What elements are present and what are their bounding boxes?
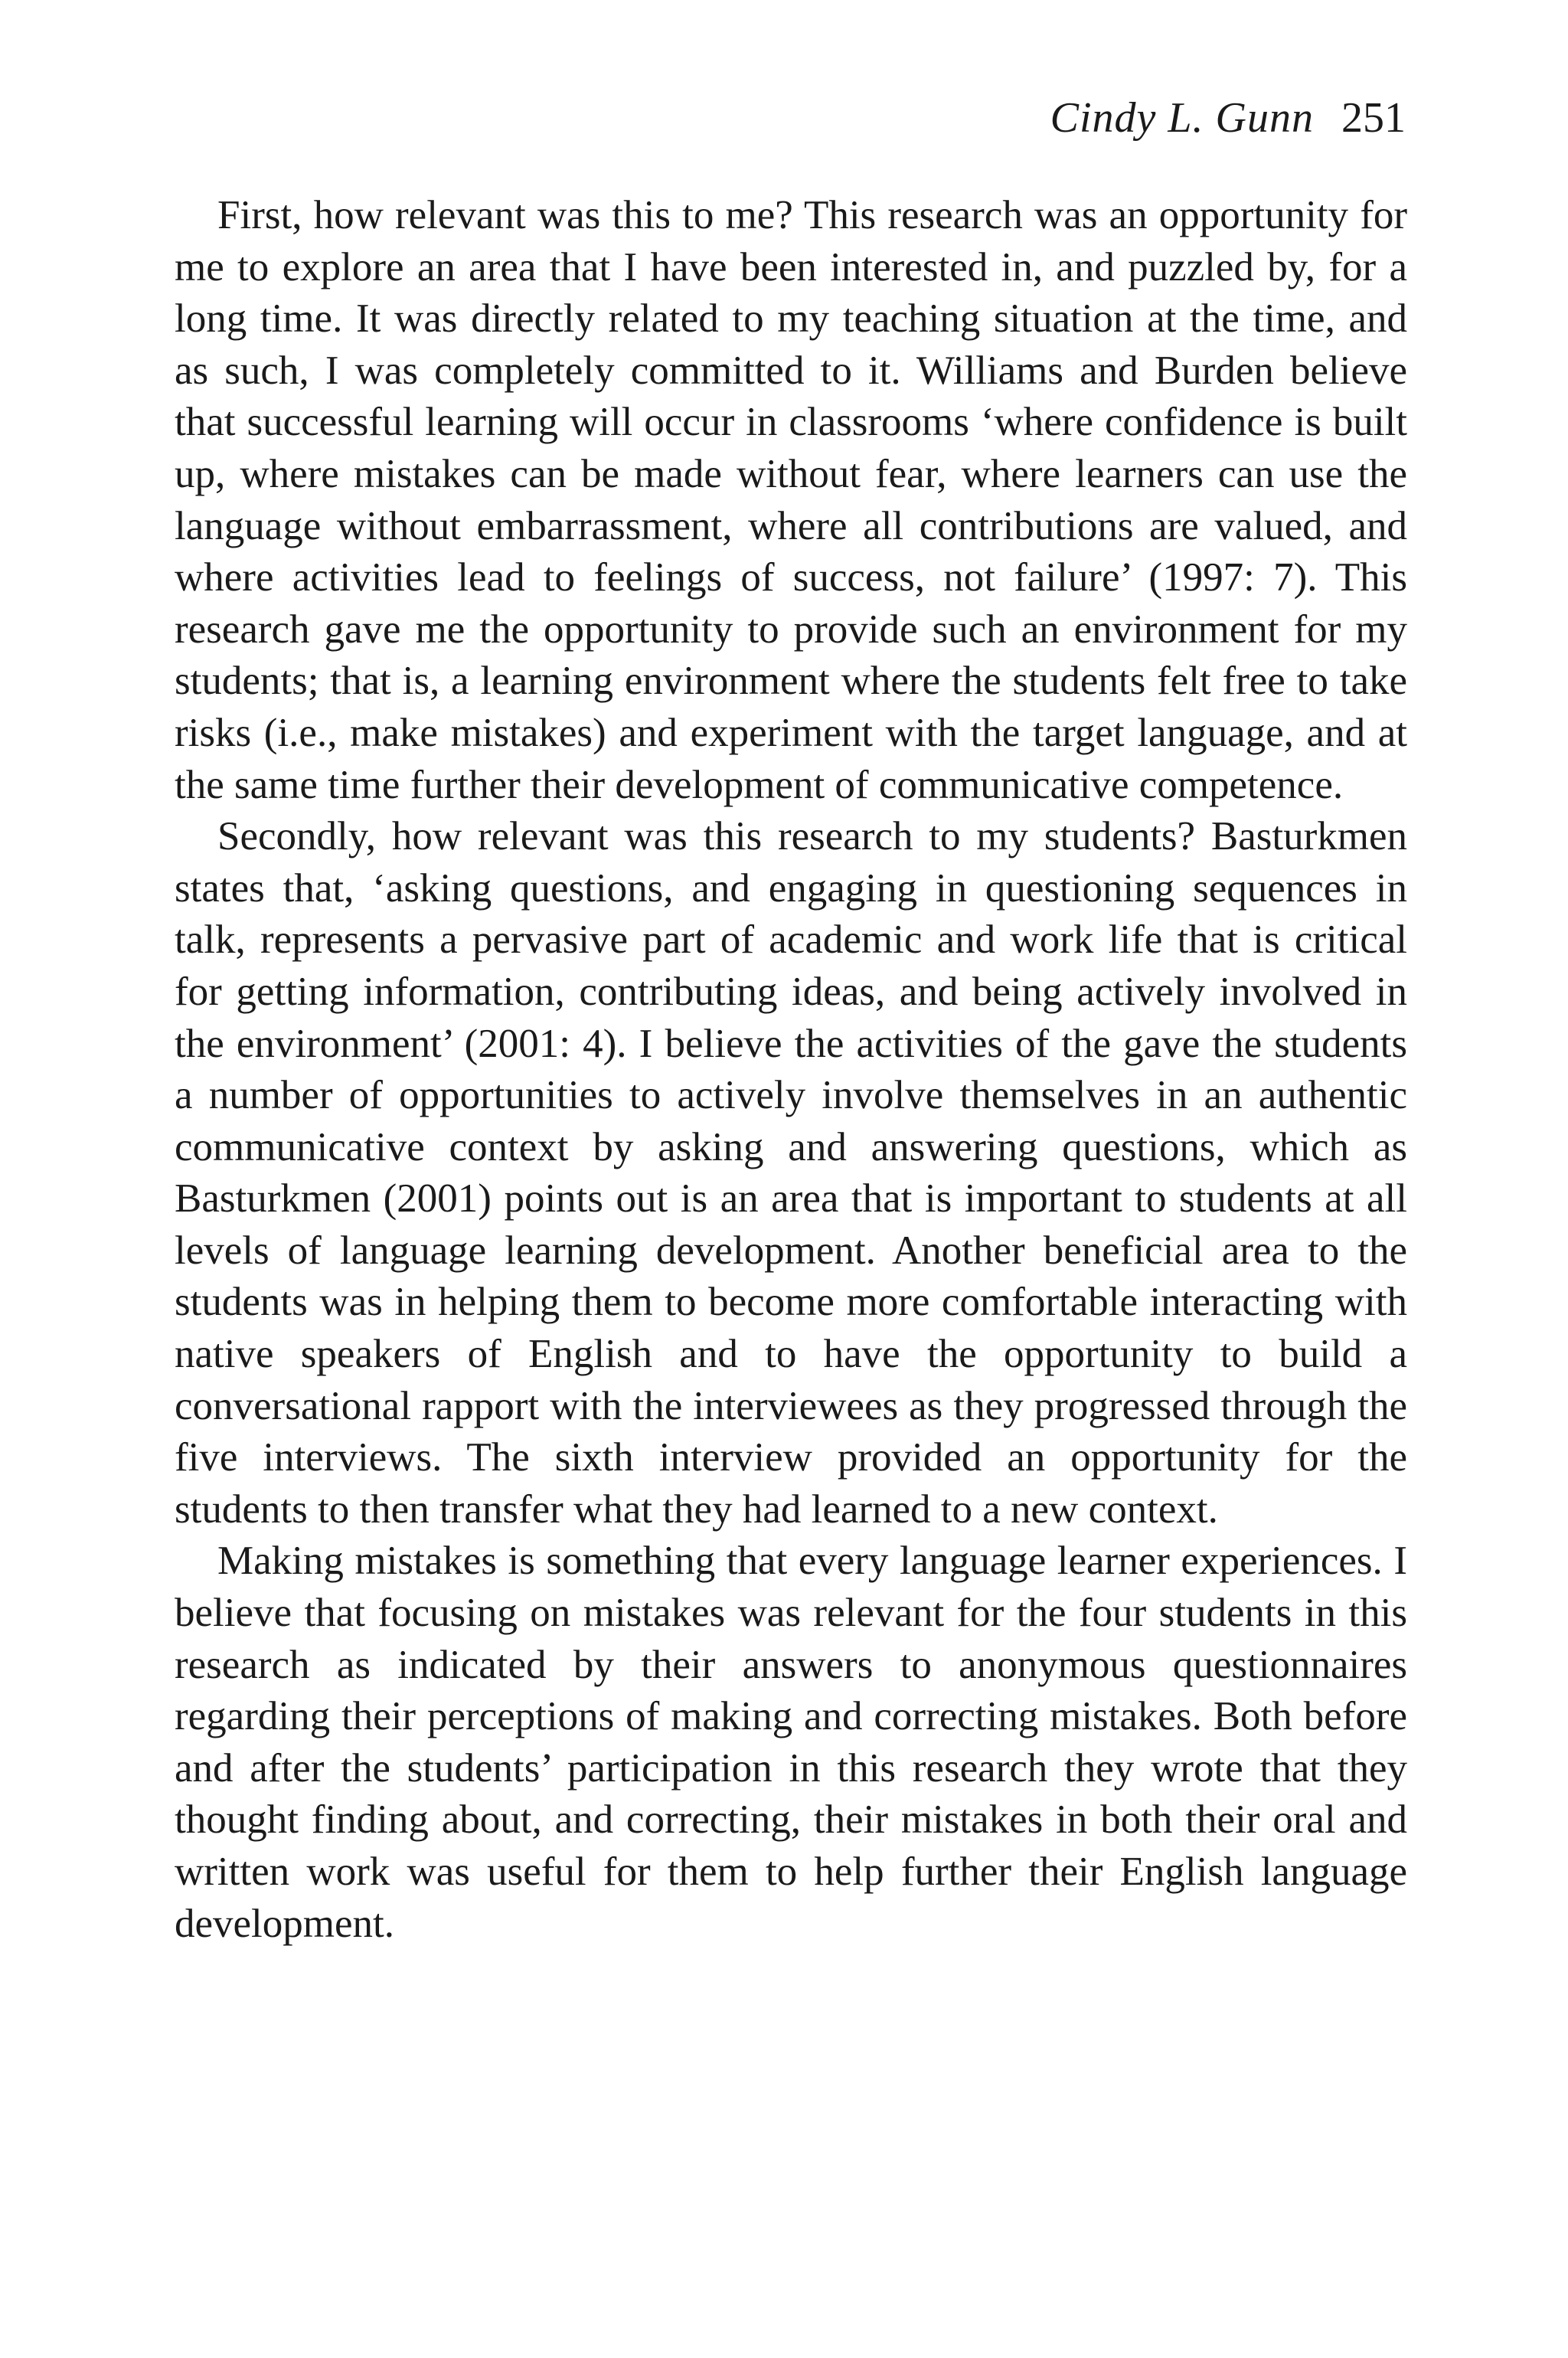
running-head [175, 90, 1406, 146]
body-text [175, 190, 1407, 1950]
paragraph-relevance-to-me: First, how relevant was this to me? This research was an opportunity for me to explore an area that I have been interested in, and puzzled by, for a long time. It was directly related to my teaching situation at the time, and as such, I was completely committed to it. Williams and Burden believe that successful learning will occur in classrooms ‘where confidence is built up, where mistakes can be made without fear, where learners can use the language without embarrassment, where all contributions are valued, and where activities lead to feelings of success, not failure’ (1997: 7). This research gave me the opportunity to provide such an environment for my students; that is, a learning environment where the students felt free to take risks (i.e., make mistakes) and experiment with the target language, and at the same time further their development of communicative competence. [175, 193, 1407, 807]
page-number: 251 [1341, 94, 1406, 142]
paragraph-relevance-to-students: Secondly, how relevant was this research to my students? Basturkmen states that, ‘asking questions, and engaging in questioning sequences in talk, represents a pervasive part of academic and work life that is critical for getting information, contributing ideas, and being actively involved in the environment’ (2001: 4). I believe the activities of the gave the students a number of opportunities to actively involve themselves in an authentic communicative context by asking and answering questions, which as Basturkmen (2001) points out is an area that is important to students at all levels of language learning development. Another beneficial area to the students was in helping them to become more comfortable interacting with native speakers of English and to have the opportunity to build a conversational rapport with the interviewees as they progressed through the five interviews. The sixth interview provided an opportunity for the students to then transfer what they had learned to a new context. [175, 814, 1407, 1532]
paragraph-making-mistakes: Making mistakes is something that every language learner experiences. I believe that focusing on mistakes was relevant for the four students in this research as indicated by their answers to anonymous questionnaires regarding their perceptions of making and correcting mistakes. Both before and after the students’ participation in this research they wrote that they thought finding about, and correcting, their mistakes in both their oral and written work was useful for them to help further their English language development. [175, 1539, 1407, 1946]
running-head-author: Cindy L. Gunn [1050, 94, 1314, 142]
